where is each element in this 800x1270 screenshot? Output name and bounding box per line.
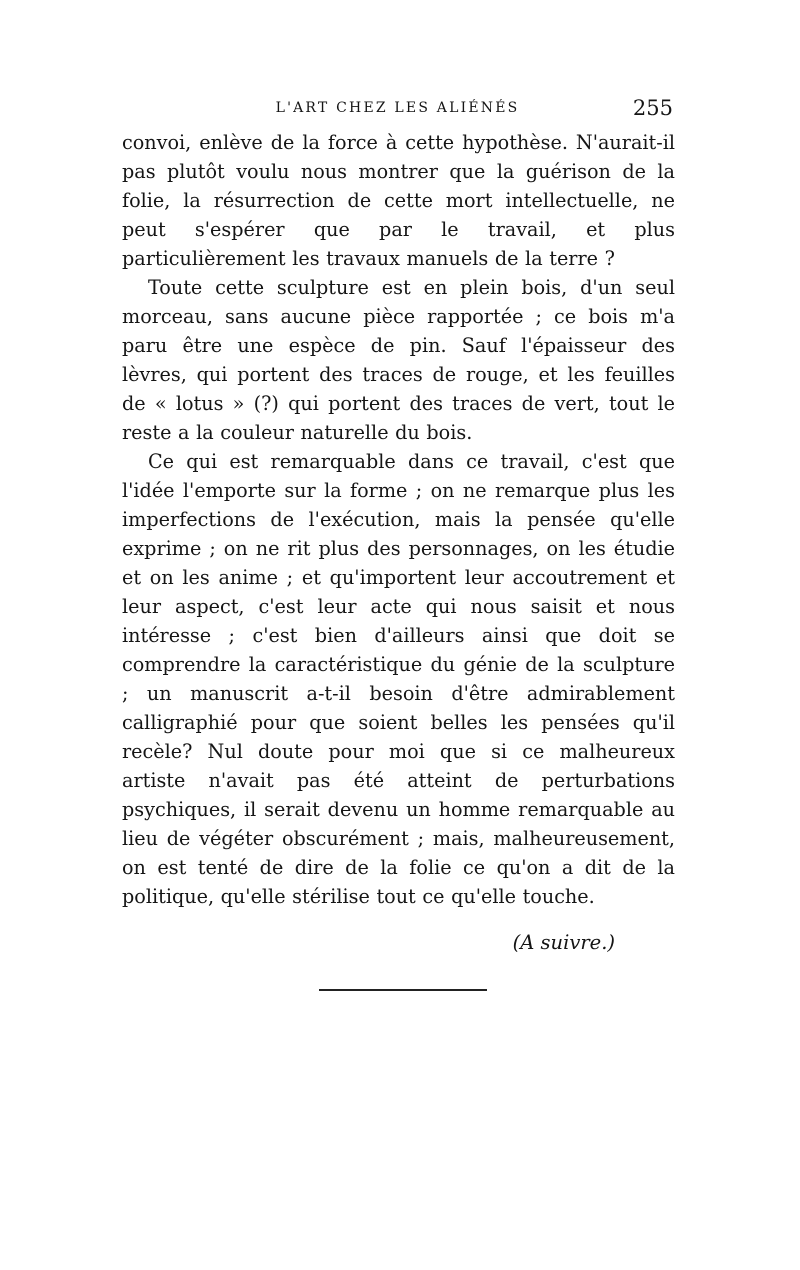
running-head (120, 96, 675, 124)
page-number: 255 (632, 96, 673, 120)
running-title: L'ART CHEZ LES ALIÉNÉS (275, 100, 520, 116)
section-end-rule (319, 989, 487, 991)
body-text (122, 128, 675, 954)
paragraph-sculpture-description: Toute cette sculpture est en plein bois, d'un seul morceau, sans aucune pièce rapportée ; ce bois m'a paru être une espèce de pin. Sauf l'épaisseur des lèvres, qui portent des traces de rouge, et les feuilles de « lotus » (?) qui portent des traces de vert, tout le reste a la couleur naturelle du bois. (122, 276, 675, 444)
to-be-continued-note: (A suivre.) (512, 931, 615, 954)
paragraph-remarkable-work: Ce qui est remarquable dans ce travail, c'est que l'idée l'emporte sur la forme ; on ne remarque plus les imperfections de l'exécution, mais la pensée qu'elle exprime ; on ne rit plus des personnages, on les étudie et on les anime ; et qu'importent leur accoutrement et leur aspect, c'est leur acte qui nous saisit et nous intéresse ; c'est bien d'ailleurs ainsi que doit se comprendre la caractéristique du génie de la sculpture ; un manuscrit a-t-il besoin d'être admirablement calligraphié pour que soient belles les pensées qu'il recèle? Nul doute pour moi que si ce malheureux artiste n'avait pas été atteint de perturbations psychiques, il serait devenu un homme remarquable au lieu de végéter obscurément ; mais, malheureusement, on est tenté de dire de la folie ce qu'on a dit de la politique, qu'elle stérilise tout ce qu'elle touche. (122, 450, 675, 908)
paragraph-continued: convoi, enlève de la force à cette hypothèse. N'aurait-il pas plutôt voulu nous montrer que la guérison de la folie, la résurrection de cette mort intellectuelle, ne peut s'espérer que par le travail, et plus particulièrement les travaux manuels de la terre ? (122, 131, 675, 270)
